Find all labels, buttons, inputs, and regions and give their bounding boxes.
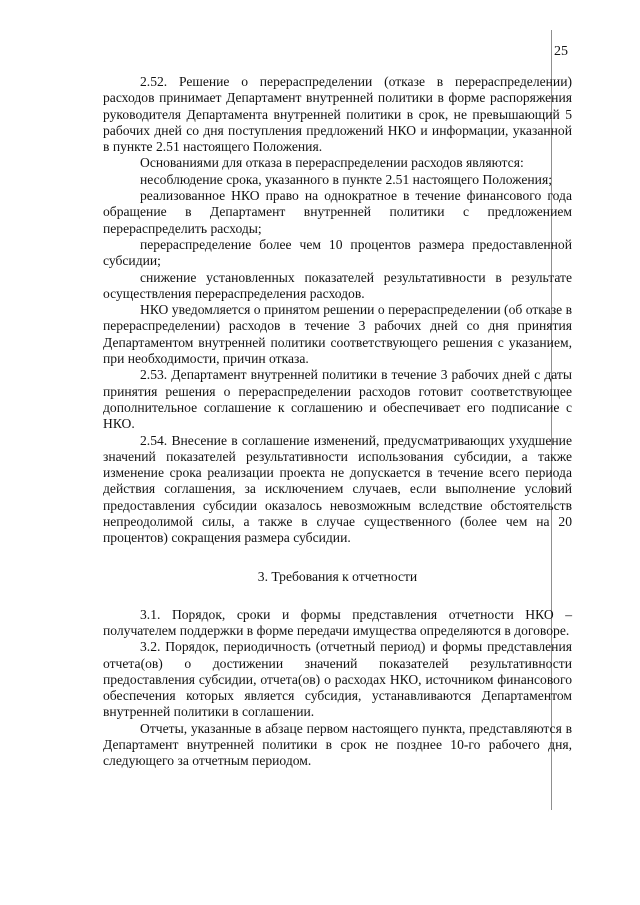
paragraph-2-54: 2.54. Внесение в соглашение изменений, предусматривающих ухудшение значений показателей результативности использования субсидии, а также изменение срока реализации проекта не допускается в течение всего периода действия соглашения, за исключением случаев, если выполнение условий предоставления субсидии оказалось невозможным вследствие обстоятельств непреодолимой силы, а также в случае существенного (более чем на 20 процентов) сокращения размера субсидии. xyxy=(103,432,572,546)
paragraph-ground-deadline: несоблюдение срока, указанного в пункте 2.51 настоящего Положения; xyxy=(140,171,552,187)
paragraph-3-2: 3.2. Порядок, периодичность (отчетный период) и формы представления отчета(ов) о достижении значений показателей результативности предоставления субсидии, отчета(ов) о расходах НКО, источником финансового обеспечения которых является субсидия, устанавливаются Департаментом внутренней политики в соглашении. xyxy=(103,639,572,720)
page-number: 25 xyxy=(554,44,568,59)
paragraph-3-1: 3.1. Порядок, сроки и формы представления отчетности НКО – получателем поддержки в форме передачи имущества определяются в договоре. xyxy=(103,606,572,638)
paragraph-ground-ten-percent: перераспределение более чем 10 процентов размера предоставленной субсидии; xyxy=(103,236,572,269)
paragraph-refusal-grounds: Основаниями для отказа в перераспределении расходов являются: xyxy=(140,155,524,171)
paragraph-reports-deadline: Отчеты, указанные в абзаце первом настоящего пункта, представляются в Департамент внутренней политики в срок не позднее 10-го рабочего дня, следующего за отчетным периодом. xyxy=(103,720,572,769)
paragraph-2-53: 2.53. Департамент внутренней политики в течение 3 рабочих дней с даты принятия решения о перераспределении расходов готовит соответствующее дополнительное соглашение к соглашению и обеспечивает его подписание с НКО. xyxy=(103,367,572,432)
paragraph-notification: НКО уведомляется о принятом решении о перераспределении (об отказе в перераспределении) расходов в течение 3 рабочих дней со дня принятия Департаментом внутренней политики соответствующего решения с указанием, при необходимости, причин отказа. xyxy=(103,302,572,367)
document-body xyxy=(103,74,572,770)
section-heading: 3. Требования к отчетности xyxy=(257,568,418,584)
paragraph-ground-single-request: реализованное НКО право на однократное в течение финансового года обращение в Департамент внутренней политики с предложением перераспределить расходы; xyxy=(103,188,572,236)
paragraph-ground-performance: снижение установленных показателей результативности в результате осуществления перераспределения расходов. xyxy=(103,269,572,301)
paragraph-2-52: 2.52. Решение о перераспределении (отказе в перераспределении) расходов принимает Департамент внутренней политики в форме распоряжения руководителя Департамента внутренней политики в срок, не превышающий 5 рабочих дней со дня поступления предложений НКО и информации, указанной в пункте 2.51 настоящего Положения. xyxy=(103,74,572,155)
